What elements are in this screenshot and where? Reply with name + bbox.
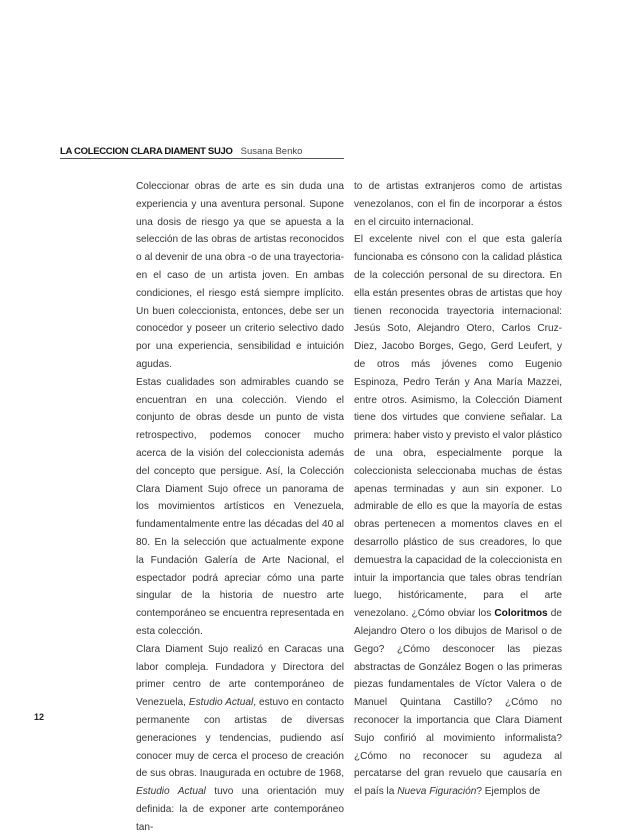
header-rule — [60, 158, 344, 159]
emphasis-text: Nueva Figuración — [397, 786, 477, 798]
paragraph: Coleccionar obras de arte es sin duda una experiencia y una aventura personal. Supone una dosis de riesgo ya que se apuesta a la selección de las obras de artistas reconocidos o al devenir de una obra -o de una trayectoria- en el caso de un artista joven. En ambas condiciones, el riesgo está siempre implícito. Un buen coleccionista, entonces, debe ser un conocedor y poseer un criterio selectivo dado por una experiencia, sensibilidad e intuición agudas. — [136, 181, 344, 370]
text-run: El excelente nivel con el que esta galería funcionaba es cónsono con la calidad plástica de la colección personal de su directora. En ella están presentes obras de artistas que hoy tienen reconocida trayectoria internacional: Jesús Soto, Alejandro Otero, Carlos Cruz-Diez, Jacobo Borges, Gego, Gerd Leufert, y de otros más jóvenes como Eugenio Espinoza, Pedro Terán y Ana María Mazzei, entre otros. Asimismo, la Colección Diament tiene dos virtudes que conviene señalar. La primera: haber visto y previsto el valor plástico de una obra, especialmente porque la coleccionista seleccionaba muchas de éstas apenas terminadas y aun sin exponer. Lo admirable de ello es que la mayoría de estas obras pertenecen a momentos claves en el desarrollo plástico de sus creadores, lo que demuestra la capacidad de la coleccionista en intuir la importancia que tales obras tendrían luego, históricamente, para el arte venezolano. ¿Cómo obviar los — [354, 234, 562, 620]
article-header — [60, 146, 344, 158]
article-author: Susana Benko — [240, 146, 303, 157]
paragraph — [136, 641, 344, 836]
text-run: Clara Diament Sujo realizó en Caracas una labor compleja. Fundadora y Directora del primer centro de arte contemporáneo de Venezuela, — [136, 643, 344, 709]
paragraph — [354, 231, 562, 801]
article-title: LA COLECCION CLARA DIAMENT SUJO — [60, 146, 233, 157]
text-column-left — [136, 178, 344, 836]
emphasis-text: Estudio Actual — [136, 786, 206, 798]
text-run: de Alejandro Otero o los dibujos de Marisol o de Gego? ¿Cómo desconocer las piezas abstractas de González Bogen o las primeras piezas fundamentales de Víctor Valera o de Manuel Quintana Castillo? ¿Cómo no reconocer la importancia que Clara Diament Sujo confirió al movimiento informalista? ¿Cómo no reconocer su agudeza al percatarse del gran revuelo que causaría en el país la — [354, 608, 562, 798]
text-run: tuvo una orientación muy definida: la de exponer arte contemporáneo tan- — [136, 786, 344, 833]
paragraph: to de artistas extranjeros como de artistas venezolanos, con el fin de incorporar a éstos en el circuito internacional. — [354, 181, 562, 228]
page-number: 12 — [34, 712, 45, 722]
text-run: , estuvo en contacto permanente con artistas de diversas generaciones y tendencias, pudiendo así conocer muy de cerca el proceso de creación de sus obras. Inaugurada en octubre de 1968, — [136, 697, 345, 780]
bold-text: Coloritmos — [494, 608, 548, 620]
text-column-right — [354, 178, 562, 801]
emphasis-text: Estudio Actual — [188, 697, 254, 709]
paragraph: Estas cualidades son admirables cuando se encuentran en una colección. Viendo el conjunto de obras desde un punto de vista retrospectivo, podemos conocer mucho acerca de la visión del coleccionista además del concepto que persigue. Así, la Colección Clara Diament Sujo ofrece un panorama de los movimientos artísticos en Venezuela, fundamentalmente entre las décadas del 40 al 80. En la selección que actualmente expone la Fundación Galería de Arte Nacional, el espectador podrá apreciar cómo una parte singular de la historia de nuestro arte contemporáneo se encuentra representada en esta colección. — [136, 376, 344, 637]
text-run: ? Ejemplos de — [476, 786, 541, 798]
